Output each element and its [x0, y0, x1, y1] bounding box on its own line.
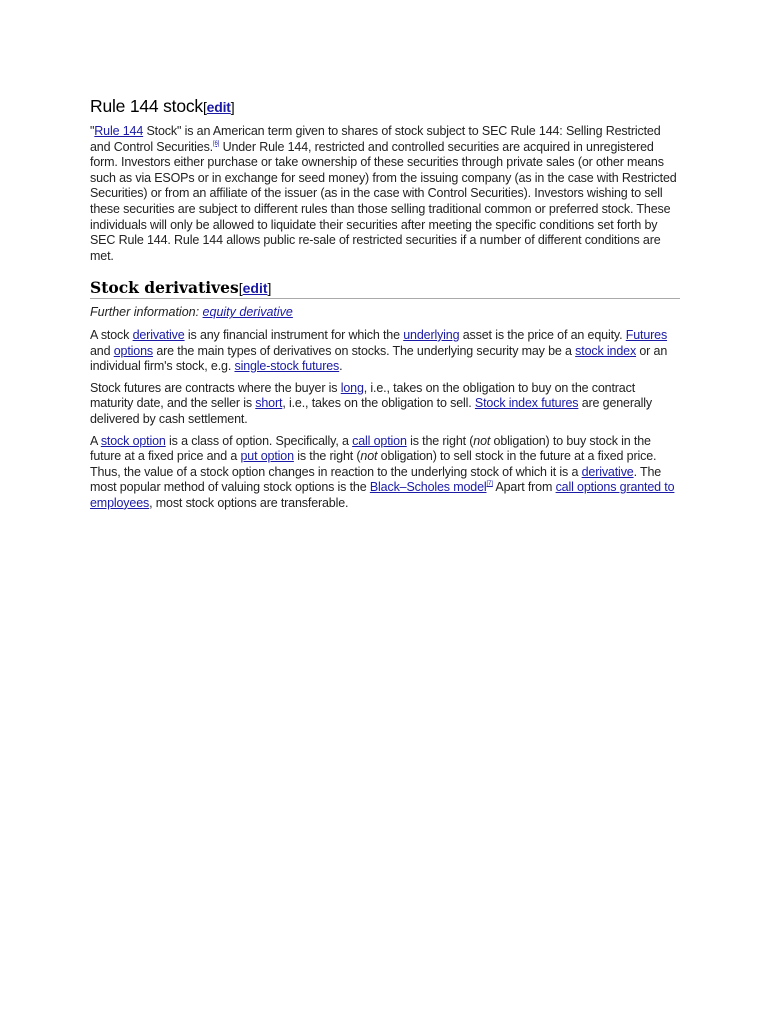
- link-options[interactable]: options: [113, 343, 153, 358]
- link-long[interactable]: long: [340, 380, 364, 395]
- link-stock-index[interactable]: stock index: [575, 343, 637, 358]
- link-equity-derivative[interactable]: equity derivative: [202, 305, 293, 320]
- edit-section-link[interactable]: edit: [206, 99, 231, 115]
- paragraph-rule-144: "Rule 144 Stock" is an American term given to shares of stock subject to SEC Rule 144: Selling Restricted and Control Securities.[6] Under Rule 144, restricted and controlled securities are acquired in unregistered form. Investors either purchase or take ownership of these securities through private sales (or other means such as via ESOPs or in exchange for seed money) from the issuing company (as in the case with Restricted Securities) or from an affiliate of the issuer (as in the case with Control Securities). Investors wishing to sell these securities are subject to different rules than those selling traditional common or preferred stock. These individuals will only be allowed to liquidate their securities after meeting the specific conditions set forth by SEC Rule 144. Rule 144 allows public re-sale of restricted securities if a number of different conditions are met.: [90, 124, 677, 263]
- edit-section-wrapper: [edit]: [238, 280, 272, 297]
- link-call-options-granted-to-employees[interactable]: call options granted to employees: [90, 480, 675, 510]
- section-heading-stock-derivatives: [90, 278, 680, 299]
- link-derivative-2[interactable]: derivative: [581, 464, 634, 479]
- link-underlying[interactable]: underlying: [403, 327, 460, 342]
- link-black-scholes-model[interactable]: Black–Scholes model: [369, 480, 487, 495]
- link-futures[interactable]: Futures: [625, 327, 668, 342]
- link-stock-option[interactable]: stock option: [100, 433, 166, 448]
- article-page: [90, 96, 680, 517]
- edit-section-link[interactable]: edit: [242, 280, 268, 297]
- heading-text: Stock derivatives: [90, 278, 239, 298]
- edit-section-wrapper: [edit]: [202, 99, 235, 115]
- hatnote-further-information: Further information: equity derivative: [90, 305, 293, 320]
- link-put-option[interactable]: put option: [240, 449, 294, 464]
- paragraph-stock-derivative: A stock derivative is any financial instrument for which the underlying asset is the price of an equity. Futures and options are the main types of derivatives on stocks. The underlying security may be a stock index or an individual firm's stock, e.g. single-stock futures.: [90, 327, 668, 374]
- link-stock-index-futures[interactable]: Stock index futures: [474, 396, 579, 411]
- reference-link[interactable]: [6]: [213, 140, 220, 147]
- heading-text: Rule 144 stock: [90, 96, 203, 116]
- link-derivative[interactable]: derivative: [132, 327, 185, 342]
- paragraph-stock-option: A stock option is a class of option. Specifically, a call option is the right (not obligation) to buy stock in the future at a fixed price and a put option is the right (not obligation) to sell stock in the future at a fixed price. Thus, the value of a stock option changes in reaction to the underlying stock of which it is a derivative. The most popular method of valuing stock options is the Black–Scholes model[7] Apart from call options granted to employees, most stock options are transferable.: [90, 433, 675, 510]
- link-single-stock-futures[interactable]: single-stock futures: [234, 359, 340, 374]
- reference-link[interactable]: [7]: [486, 481, 493, 488]
- link-call-option[interactable]: call option: [352, 433, 407, 448]
- paragraph-stock-futures: Stock futures are contracts where the buyer is long, i.e., takes on the obligation to buy on the contract maturity date, and the seller is short, i.e., takes on the obligation to sell. Stock index futures are generally delivered by cash settlement.: [90, 380, 653, 426]
- link-short[interactable]: short: [255, 396, 283, 411]
- link-rule-144[interactable]: Rule 144: [94, 124, 144, 138]
- section-heading-rule-144-stock: [90, 96, 680, 117]
